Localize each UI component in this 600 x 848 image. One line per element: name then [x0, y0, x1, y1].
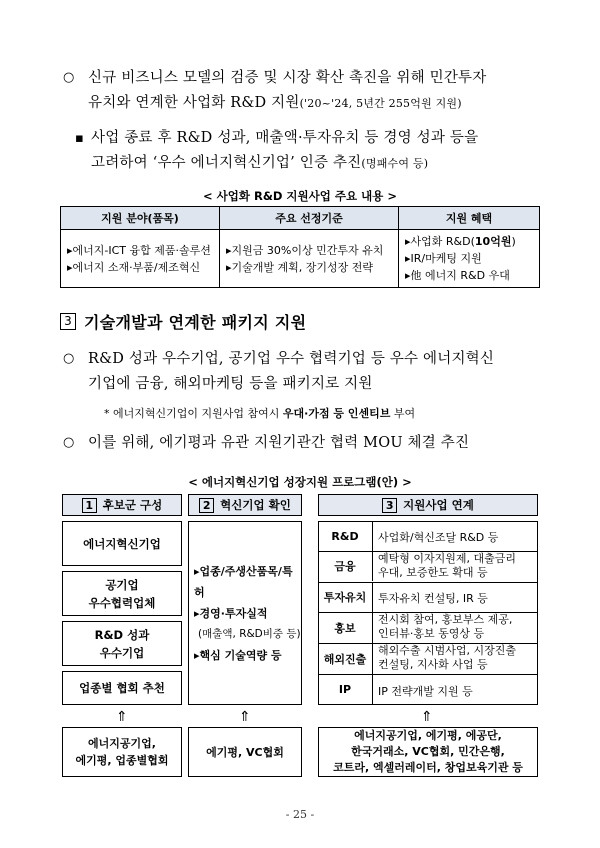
- list-item: ▸IR/마케팅 지원: [405, 252, 482, 265]
- verify-item: (매출액, R&D비중 등): [198, 627, 301, 640]
- candidate-box: R&D 성과 우수기업: [62, 621, 182, 666]
- table-cell: [220, 230, 399, 288]
- section-title: 기술개발과 연계한 패키지 지원: [84, 313, 307, 332]
- section-heading: [60, 310, 306, 333]
- list-item: ▸에너지 소재·부품/제조혁신: [67, 260, 201, 274]
- table-header: 지원 분야(품목): [61, 207, 220, 230]
- table-cell: [399, 230, 540, 288]
- sub-bullet-marker: ▪: [75, 131, 84, 146]
- verify-item: ▸업종/주생산품목/특허: [194, 564, 293, 599]
- support-category: IP: [318, 674, 373, 705]
- paragraph-note: (명패수여 등): [361, 157, 429, 170]
- support-category: 홍보: [318, 612, 373, 643]
- list-item: ▸기술개발 계획, 장기성장 전략: [226, 260, 374, 274]
- org-box: 에너지공기업, 에기평, 업종별협회: [62, 727, 182, 777]
- candidate-box: 에너지혁신기업: [62, 521, 182, 566]
- table-caption: < 사업화 R&D 지원사업 주요 내용 >: [203, 189, 397, 203]
- support-desc: 전시회 참여, 홍보부스 제공, 인터뷰·홍보 동영상 등: [378, 613, 513, 640]
- support-category: 투자유치: [318, 582, 373, 612]
- paragraph-line: [91, 153, 428, 174]
- bullet-marker: ○: [63, 70, 75, 85]
- table-cell: [61, 230, 220, 288]
- support-desc: IP 전략개발 지원 등: [378, 685, 473, 698]
- section-number: 3: [60, 313, 76, 330]
- list-item: ▸사업화 R&D(10억원): [405, 235, 516, 248]
- up-arrow-icon: ⇑: [421, 709, 433, 725]
- paragraph-line: [88, 93, 462, 114]
- column-header-candidates: 1 후보군 구성: [62, 494, 182, 516]
- support-category: 금융: [318, 551, 373, 581]
- candidate-box: 공기업 우수협력업체: [62, 571, 182, 616]
- paragraph-line: 신규 비즈니스 모델의 검증 및 시장 확산 촉진을 위해 민간투자: [88, 70, 487, 86]
- paragraph-line: R&D 성과 우수기업, 공기업 우수 협력기업 등 우수 에너지혁신: [88, 351, 495, 367]
- diagram-caption: < 에너지혁신기업 성장지원 프로그램(안) >: [188, 475, 412, 489]
- org-box: 에기평, VC협회: [188, 727, 302, 777]
- support-category: 해외진출: [318, 643, 373, 674]
- verify-item: ▸핵심 기술역량 등: [194, 648, 282, 662]
- column-header-verify: 2 혁신기업 확인: [188, 494, 302, 516]
- support-desc: 예탁형 이자지원제, 대출금리 우대, 보증한도 확대 등: [378, 552, 517, 579]
- paragraph-text: 고려하여 ‘우수 에너지혁신기업’ 인증 추진: [91, 155, 362, 171]
- column-header-support: 3 지원사업 연계: [318, 494, 538, 516]
- paragraph-note: ('20~'24, 5년간 255억원 지원): [299, 97, 462, 110]
- list-item: ▸他 에너지 R&D 우대: [405, 269, 510, 282]
- paragraph-line: 사업 종료 후 R&D 성과, 매출액·투자유치 등 경영 성과 등을: [91, 130, 479, 146]
- list-item: ▸지원금 30%이상 민간투자 유치: [226, 243, 384, 257]
- support-desc: 투자유치 컨설팅, IR 등: [378, 592, 488, 605]
- bullet-marker: ○: [63, 351, 75, 366]
- paragraph-line: 기업에 금융, 해외마케팅 등을 패키지로 지원: [88, 376, 373, 392]
- table-header: 주요 선정기준: [220, 207, 399, 230]
- support-desc: 사업화/혁신조달 R&D 등: [378, 531, 499, 544]
- up-arrow-icon: ⇑: [116, 709, 128, 725]
- verify-box: [188, 521, 302, 705]
- candidate-box: 업종별 협회 추천: [62, 671, 182, 705]
- up-arrow-icon: ⇑: [239, 709, 251, 725]
- support-desc: 해외수출 시범사업, 시장진출 컨설팅, 지사화 사업 등: [378, 644, 517, 671]
- support-table: [60, 206, 540, 288]
- list-item: ▸에너지-ICT 융합 제품·솔루션: [67, 243, 211, 257]
- page-number: - 25 -: [285, 808, 315, 821]
- footnote: * 에너지혁신기업이 지원사업 참여시 우대·가점 등 인센티브 부여: [104, 407, 416, 420]
- paragraph-text: 유치와 연계한 사업화 R&D 지원: [88, 95, 300, 111]
- support-category: R&D: [318, 521, 373, 551]
- bullet-marker: ○: [63, 435, 75, 450]
- org-box: 에너지공기업, 에기평, 에공단, 한국거래소, VC협회, 민간은행, 코트라, 엑셀러레이터, 창업보육기관 등: [318, 727, 538, 777]
- table-header: 지원 혜택: [399, 207, 540, 230]
- paragraph-line: 이를 위해, 에기평과 유관 지원기관간 협력 MOU 체결 추진: [88, 435, 470, 451]
- verify-item: ▸경영·투자실적: [194, 606, 268, 620]
